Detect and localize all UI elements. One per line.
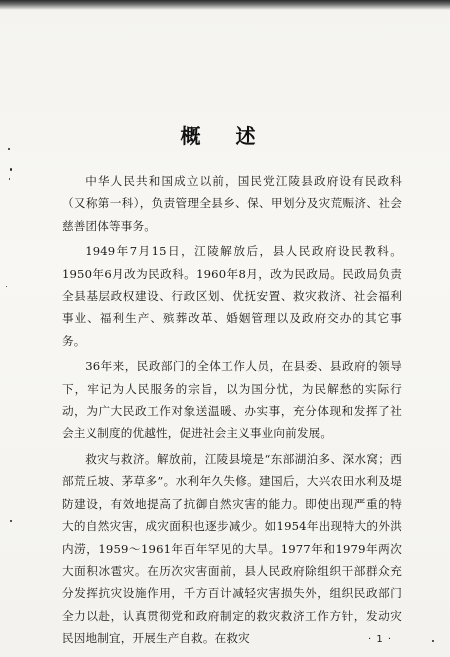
scan-speck bbox=[432, 640, 434, 642]
scan-speck bbox=[10, 168, 12, 171]
scan-shadow bbox=[0, 0, 450, 10]
scan-speck bbox=[8, 148, 10, 150]
paragraph-4: 救灾与救济。解放前，江陵县境是“东部湖泊多、深水窝；西部荒丘坡、茅草多”。水利年久失修。建国后，大兴农田水利及堤防建设，有效地提高了抗御自然灾害的能力。即使出现严重的特大的自然灾害，成灾面积也逐步减少。如1954年出现特大的外洪内涝，1959～1961年百年罕见的大旱。1977年和1979年两次大面积冰雹灾。在历次灾害面前，县人民政府除组织干部群众充分发挥抗灾设施作用，千方百计减轻灾害损失外，组织民政部门全力以赴，认真贯彻党和政府制定的救灾救济工作方针，发动灾民因地制宜，开展生产自救。在救灾 bbox=[62, 451, 402, 646]
page-title: 概 述 bbox=[180, 124, 270, 148]
page-number: · 1 · bbox=[368, 634, 393, 645]
paragraph-3: 36年来，民政部门的全体工作人员，在县委、县政府的领导下，牢记为人民服务的宗旨，以为国分忧，为民解愁的实际行动，为广大民政工作对象送温暖、办实事，充分体现和发挥了社会主义制度的优越性，促进社会主义事业向前发展。 bbox=[62, 359, 402, 441]
paragraph-1: 中华人民共和国成立以前，国民党江陵县政府设有民政科（又称第一科），负责管理全县乡、保、甲划分及灾荒赈济、社会慈善团体等事务。 bbox=[62, 174, 402, 233]
body-text bbox=[62, 170, 402, 650]
paragraph-2: 1949年7月15日，江陵解放后，县人民政府设民教科。1950年6月改为民政科。1960年8月，改为民政局。民政局负责全县基层政权建设、行政区划、优抚安置、救灾救济、社会福利事业、福利生产、殡葬改革、婚姻管理以及政府交办的其它事务。 bbox=[62, 244, 402, 348]
scan-speck bbox=[9, 178, 10, 180]
scan-speck bbox=[6, 286, 7, 287]
scan-speck bbox=[10, 520, 12, 522]
